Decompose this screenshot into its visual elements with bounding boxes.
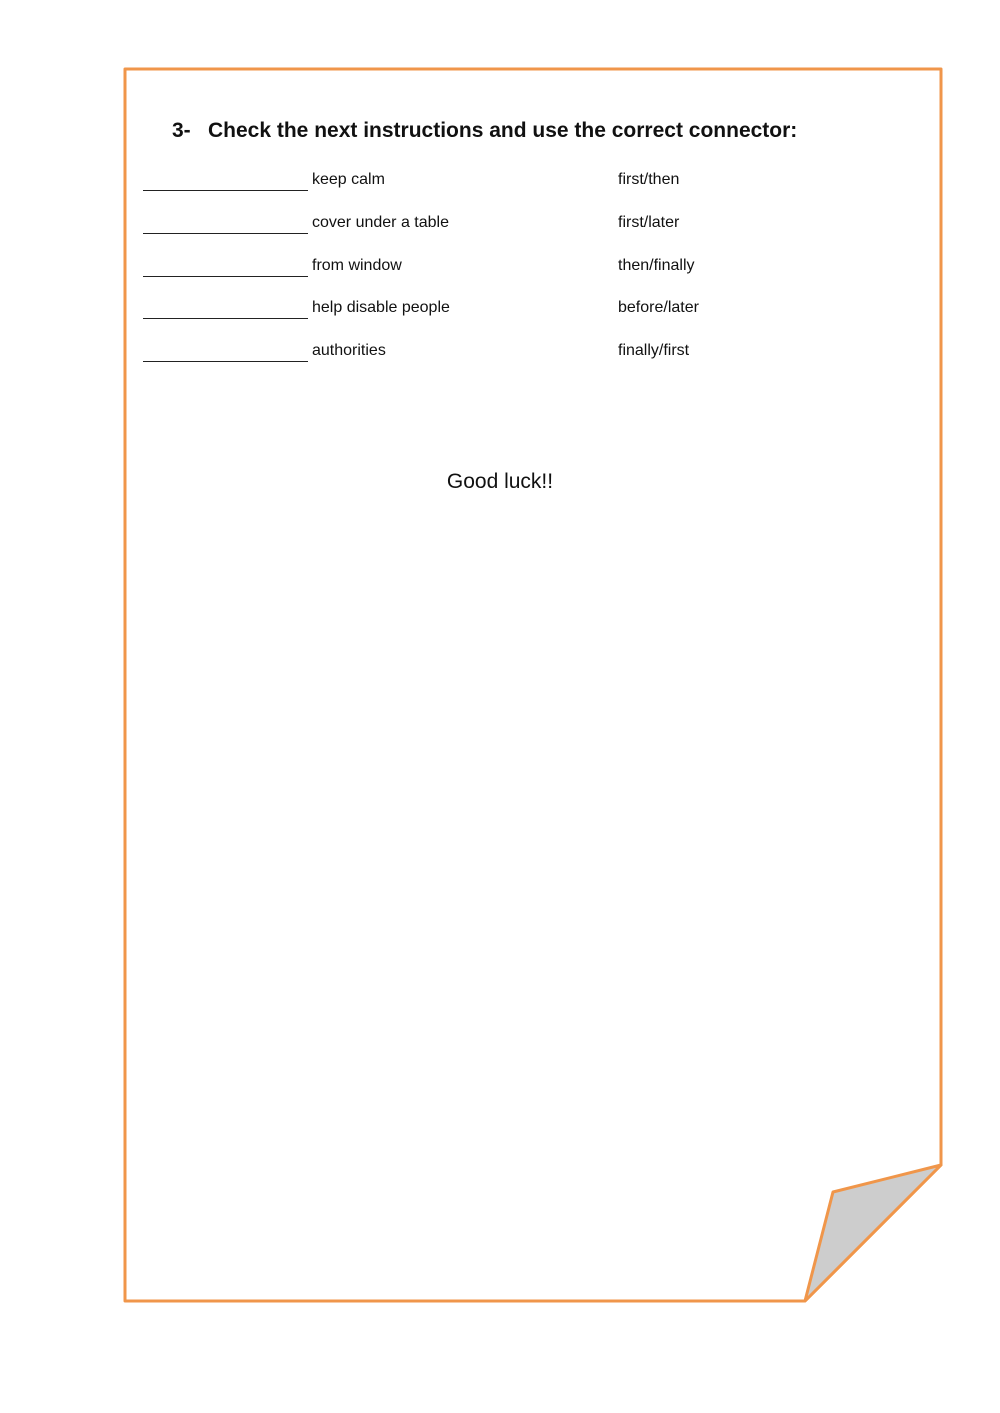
page-border [125,69,941,1301]
connector-options: first/then [618,171,680,188]
instruction-phrase: keep calm [312,171,385,188]
answer-blank[interactable] [143,299,308,319]
instruction-phrase: authorities [312,342,386,359]
closing-message: Good luck!! [446,470,554,493]
instruction-phrase: from window [312,257,402,274]
exercise-row [143,214,843,238]
page-curl-icon [805,1165,941,1301]
exercise-heading [172,119,797,143]
exercise-row [143,342,843,366]
exercise-number: 3- [172,119,191,142]
exercise-row [143,299,843,323]
answer-blank[interactable] [143,342,308,362]
answer-blank[interactable] [143,171,308,191]
answer-blank[interactable] [143,257,308,277]
instruction-phrase: cover under a table [312,214,449,231]
connector-options: finally/first [618,342,690,359]
answer-blank[interactable] [143,214,308,234]
instruction-phrase: help disable people [312,299,450,316]
exercise-instruction: Check the next instructions and use the correct connector: [208,119,798,142]
connector-options: before/later [618,299,699,316]
exercise-row [143,257,843,281]
exercise-row [143,171,843,195]
connector-options: first/later [618,214,680,231]
connector-options: then/finally [618,257,695,274]
